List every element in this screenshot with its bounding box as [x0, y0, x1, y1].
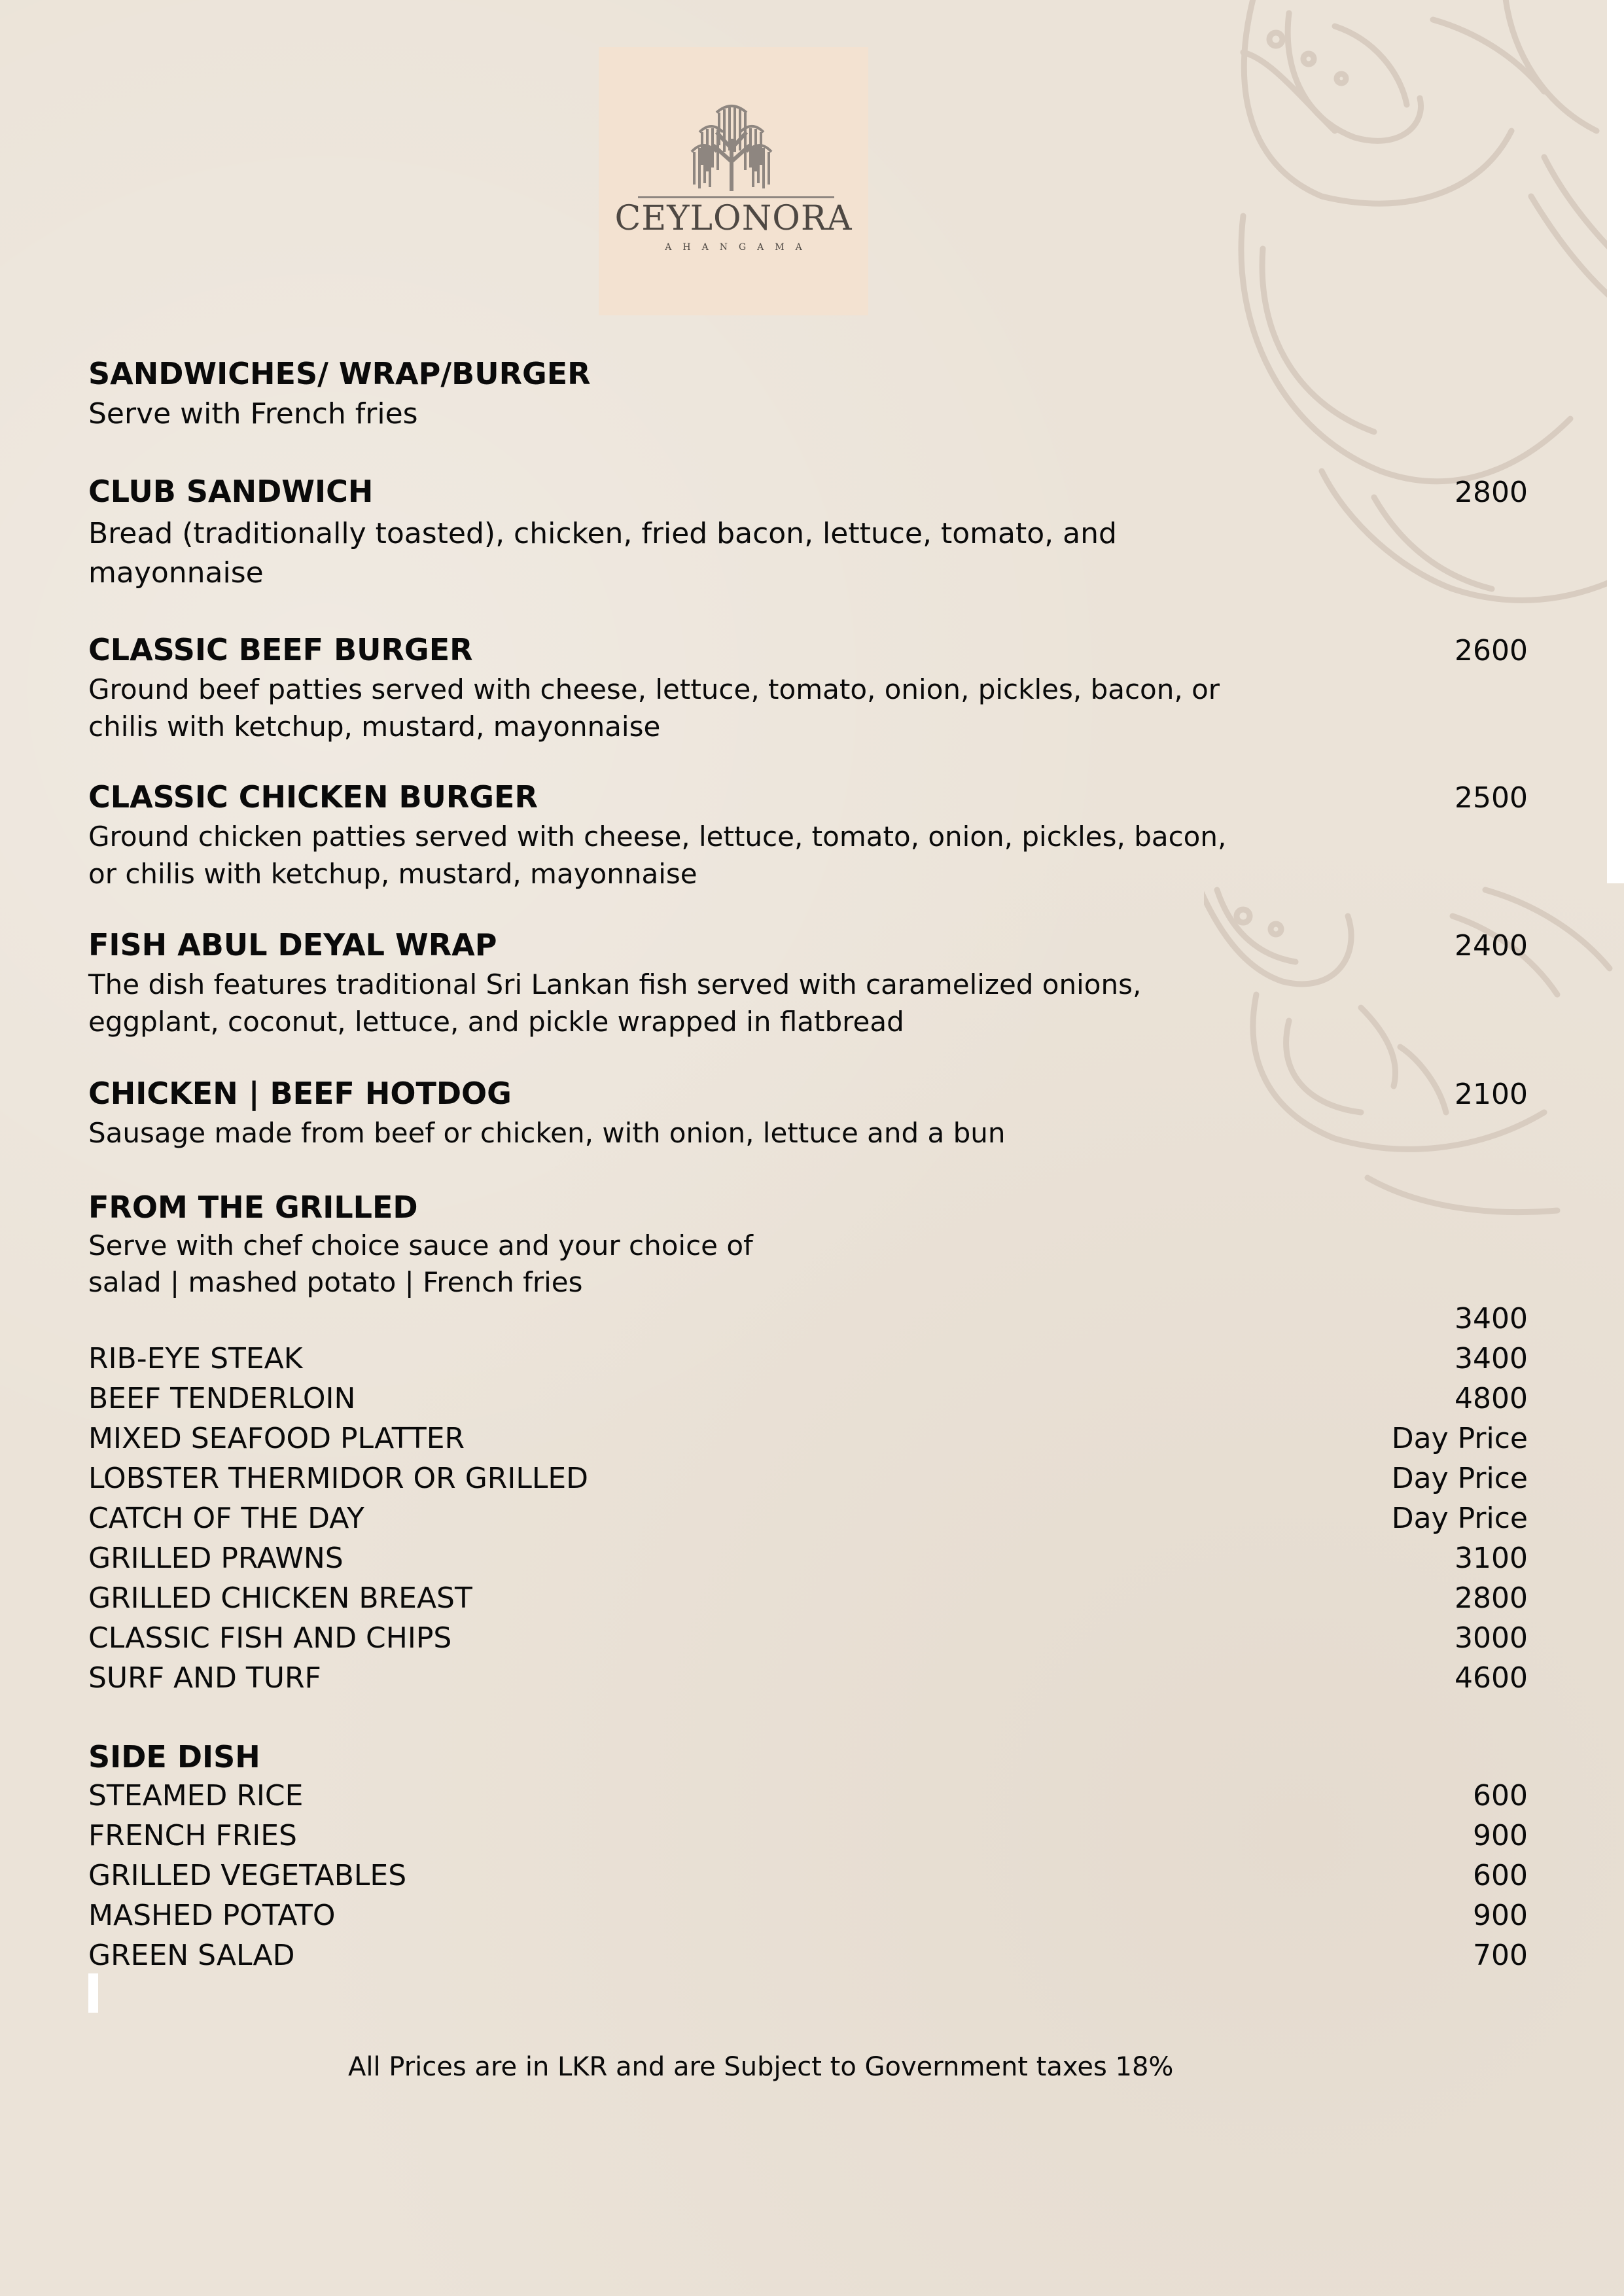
item-price: 2500: [1455, 781, 1528, 815]
item-price: 3400: [1455, 1342, 1528, 1375]
item-name: MIXED SEAFOOD PLATTER: [88, 1422, 465, 1455]
item-price: 3100: [1455, 1542, 1528, 1575]
item-price: 3400: [1455, 1302, 1528, 1335]
item-price: 2600: [1455, 634, 1528, 667]
item-name: GRILLED CHICKEN BREAST: [88, 1581, 472, 1615]
menu-item-french-fries: [88, 1819, 1528, 1858]
item-name: CLASSIC FISH AND CHIPS: [88, 1621, 452, 1655]
item-name: CLASSIC CHICKEN BURGER: [88, 779, 538, 815]
menu-item-lobster: [88, 1462, 1528, 1501]
section-subtitle-grilled-line1: Serve with chef choice sauce and your choice of: [88, 1229, 753, 1262]
menu-item-grilled-vegetables: [88, 1859, 1528, 1898]
item-price: 2100: [1455, 1078, 1528, 1111]
tax-note: All Prices are in LKR and are Subject to Government taxes 18%: [348, 2052, 1174, 2082]
item-name: MASHED POTATO: [88, 1899, 336, 1932]
menu-item-grilled-prawns: [88, 1542, 1528, 1581]
item-price: Day Price: [1391, 1462, 1528, 1495]
item-description: Sausage made from beef or chicken, with onion, lettuce and a bun: [88, 1117, 1006, 1149]
item-description: The dish features traditional Sri Lankan fish served with caramelized onions, eggplant, coconut, lettuce, and pickle wrapped in flatbread: [88, 968, 1142, 1038]
menu-item-green-salad: [88, 1939, 1528, 1978]
item-name: RIB-EYE STEAK: [88, 1342, 303, 1375]
item-name: BEEF TENDERLOIN: [88, 1382, 356, 1415]
item-price: 4800: [1455, 1382, 1528, 1415]
text-cursor-mark: [88, 1973, 98, 2013]
logo: [599, 47, 868, 315]
willow-tree-icon: [690, 99, 773, 191]
menu-item-mashed-potato: [88, 1899, 1528, 1938]
menu-item-catch-of-the-day: [88, 1502, 1528, 1541]
menu-item-rib-eye-steak: [88, 1342, 1528, 1381]
item-price: 4600: [1455, 1661, 1528, 1695]
menu-item-mixed-seafood-platter: [88, 1422, 1528, 1461]
item-name: GRILLED PRAWNS: [88, 1542, 344, 1575]
item-price: Day Price: [1391, 1502, 1528, 1535]
item-name: CHICKEN | BEEF HOTDOG: [88, 1076, 512, 1111]
section-subtitle-sandwiches: Serve with French fries: [88, 397, 418, 431]
item-price: 2400: [1455, 929, 1528, 963]
logo-divider: [638, 196, 834, 198]
item-description: Ground chicken patties served with cheese, lettuce, tomato, onion, pickles, bacon, or chilis with ketchup, mustard, mayonnaise: [88, 821, 1227, 890]
orphan-price-row: [88, 1302, 1528, 1341]
logo-brand-name: CEYLONORA: [614, 199, 853, 238]
item-description: Ground beef patties served with cheese, lettuce, tomato, onion, pickles, bacon, or chilis with ketchup, mustard, mayonnaise: [88, 673, 1220, 743]
menu-item-classic-fish-and-chips: [88, 1621, 1528, 1661]
menu-item-steamed-rice: [88, 1779, 1528, 1818]
item-name: CATCH OF THE DAY: [88, 1502, 364, 1535]
item-price: 2800: [1455, 1581, 1528, 1615]
page-edge-strip: [1607, 0, 1624, 883]
item-name: CLUB SANDWICH: [88, 474, 374, 509]
item-description: Bread (traditionally toasted), chicken, fried bacon, lettuce, tomato, and mayonnaise: [88, 517, 1117, 590]
item-name: STEAMED RICE: [88, 1779, 304, 1812]
item-price: 600: [1473, 1779, 1528, 1812]
item-name: FRENCH FRIES: [88, 1819, 297, 1852]
section-subtitle-grilled-line2: salad | mashed potato | French fries: [88, 1266, 583, 1298]
item-price: 2800: [1455, 476, 1528, 509]
item-price: Day Price: [1391, 1422, 1528, 1455]
item-name: GREEN SALAD: [88, 1939, 295, 1972]
item-price: 600: [1473, 1859, 1528, 1892]
item-name: LOBSTER THERMIDOR OR GRILLED: [88, 1462, 589, 1495]
section-title-side-dish: SIDE DISH: [88, 1739, 260, 1775]
item-name: GRILLED VEGETABLES: [88, 1859, 407, 1892]
menu-item-grilled-chicken-breast: [88, 1581, 1528, 1621]
menu-item-surf-and-turf: [88, 1661, 1528, 1701]
menu-item-beef-tenderloin: [88, 1382, 1528, 1421]
section-title-sandwiches: SANDWICHES/ WRAP/BURGER: [88, 356, 591, 391]
logo-location: AHANGAMA: [665, 242, 813, 253]
item-price: 3000: [1455, 1621, 1528, 1655]
item-name: CLASSIC BEEF BURGER: [88, 632, 473, 667]
item-name: FISH ABUL DEYAL WRAP: [88, 927, 497, 963]
item-price: 700: [1473, 1939, 1528, 1972]
item-name: SURF AND TURF: [88, 1661, 321, 1695]
item-price: 900: [1473, 1899, 1528, 1932]
section-title-grilled: FROM THE GRILLED: [88, 1190, 418, 1225]
item-price: 900: [1473, 1819, 1528, 1852]
